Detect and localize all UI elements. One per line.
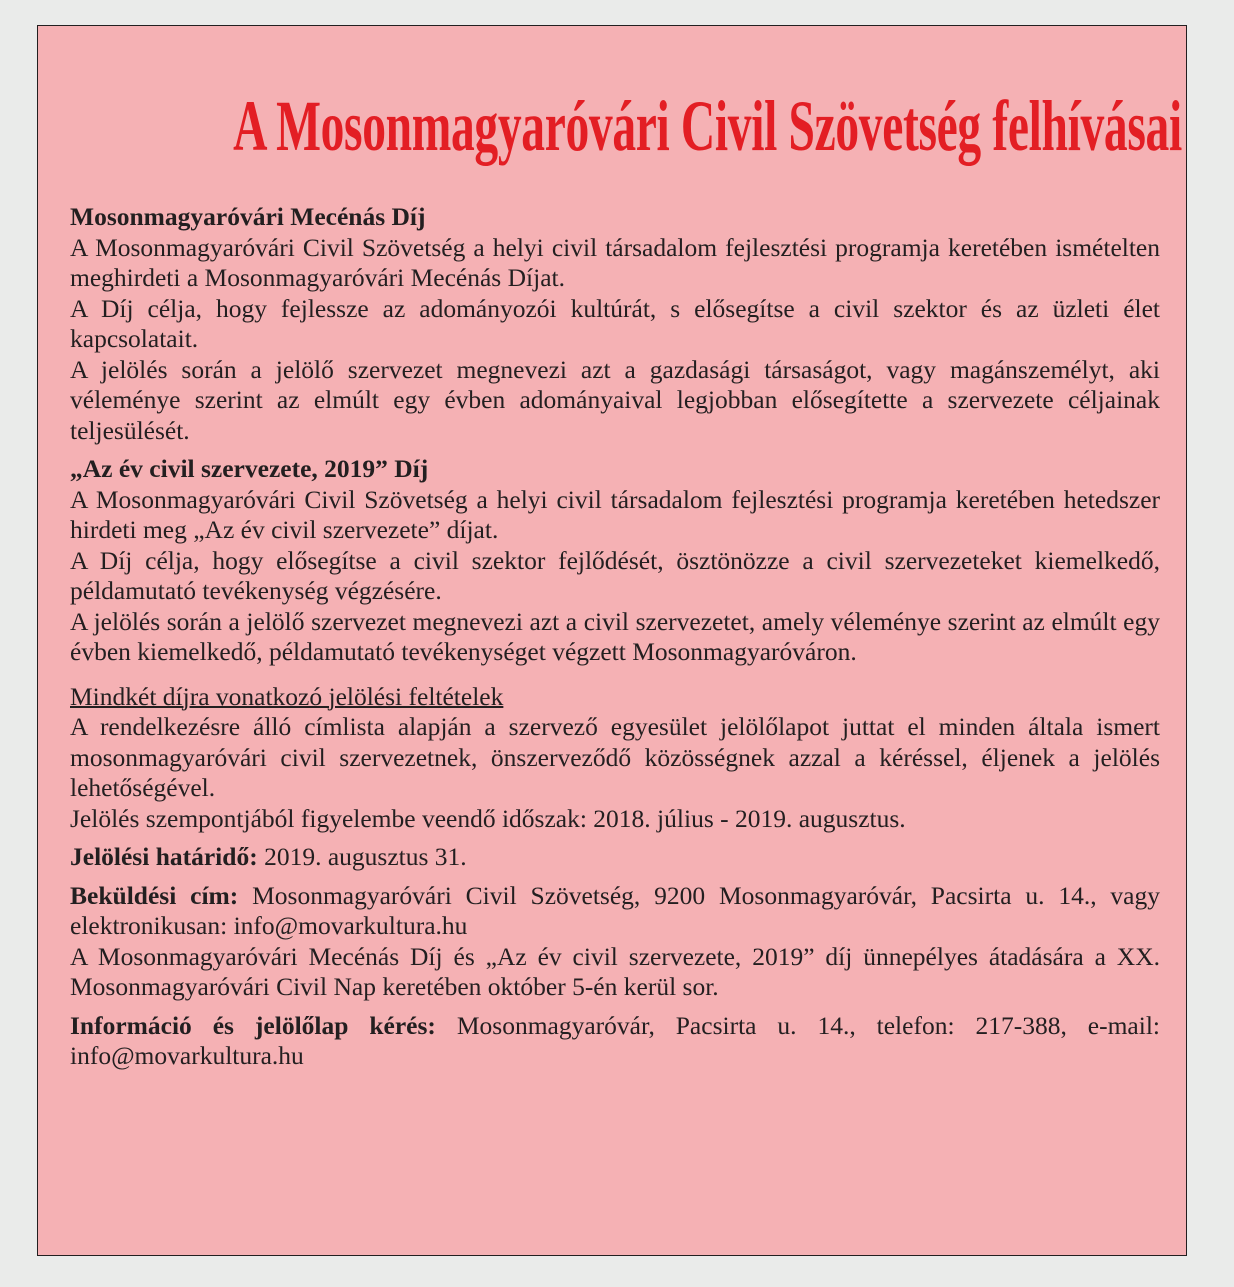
paragraph: A Mosonmagyaróvári Civil Szövetség a helyi civil társadalom fejlesztési programja keretében hetedszer hirdeti meg „Az év civil szervezete” díjat. <box>70 484 1160 544</box>
address-label: Beküldési cím: <box>70 880 239 910</box>
paragraph: A rendelkezésre álló címlista alapján a szervező egyesület jelölőlapot juttat el minden általa ismert mosonmagyaróvári civil szervezetnek, önszerveződő közösségnek azzal a kéréssel, éljenek a jelölés lehetőségével. <box>70 712 1160 802</box>
paragraph: A Mosonmagyaróvári Civil Szövetség a helyi civil társadalom fejlesztési programja keretében ismételten meghirdeti a Mosonmagyaróvári Mecénás Díjat. <box>70 232 1160 292</box>
page-title: A Mosonmagyaróvári Civil Szövetség felhívásai <box>233 86 1182 166</box>
deadline-line <box>70 842 1160 873</box>
address-value: Mosonmagyaróvári Civil Szövetség, 9200 Mosonmagyaróvár, Pacsirta u. 14., vagy elektronikusan: info@movarkultura.hu <box>70 880 1160 940</box>
paragraph: A jelölés során a jelölő szervezet megnevezi azt a gazdasági társaságot, vagy magánszemélyt, aki véleménye szerint az elmúlt egy évben adományaival legjobban elősegítette a szervezete céljainak teljesülését. <box>70 354 1160 445</box>
paragraph: A jelölés során a jelölő szervezet megnevezi azt a civil szervezetet, amely véleménye szerint az elmúlt egy évben kiemelkedő, példamutató tevékenységet végzett Mosonmagyaróváron. <box>70 606 1160 666</box>
deadline-value: 2019. augusztus 31. <box>257 842 467 871</box>
deadline-label: Jelölési határidő: <box>70 842 258 871</box>
conditions-heading-text: Mindkét díjra vonatkozó jelölési feltételek <box>70 681 504 711</box>
section-heading-civil-org-award: „Az év civil szervezete, 2019” Díj <box>70 454 429 483</box>
section-heading-mecenas-award: Mosonmagyaróvári Mecénás Díj <box>70 202 426 231</box>
info-label: Információ és jelölőlap kérés: <box>70 1010 436 1040</box>
ceremony-paragraph: A Mosonmagyaróvári Mecénás Díj és „Az év civil szervezete, 2019” díj ünnepélyes átadására a XX. Mosonmagyaróvári Civil Nap keretében október 5-én kerül sor. <box>70 941 1160 1001</box>
address-line <box>70 881 1160 942</box>
info-line <box>70 1011 1160 1072</box>
announcement-content <box>70 202 1160 1072</box>
paragraph: Jelölés szempontjából figyelembe veendő időszak: 2018. július - 2019. augusztus. <box>70 803 906 833</box>
info-value: Mosonmagyaróvár, Pacsirta u. 14., telefon: 217-388, e-mail: info@movarkultura.hu <box>70 1010 1160 1070</box>
section-heading-conditions <box>70 682 1160 713</box>
paragraph: A Díj célja, hogy elősegítse a civil szektor fejlődését, ösztönözze a civil szervezeteket kiemelkedő, példamutató tevékenység végzésére. <box>70 545 1160 605</box>
announcement-box <box>37 25 1187 1256</box>
paragraph: A Díj célja, hogy fejlessze az adományozói kultúrát, s elősegítse a civil szektor és az üzleti élet kapcsolatait. <box>70 293 1160 353</box>
